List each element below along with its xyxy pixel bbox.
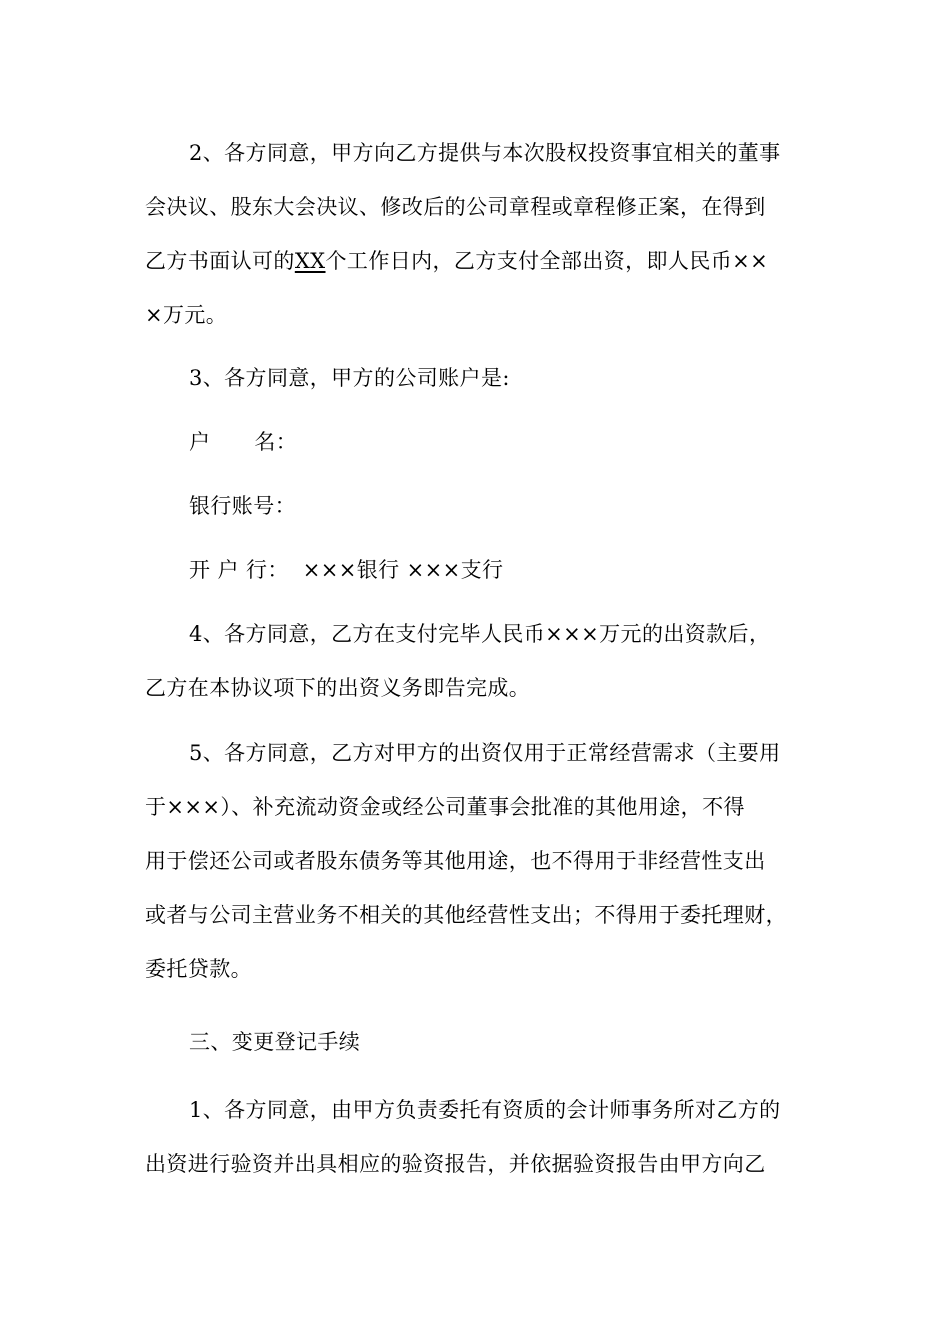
- clause-5-line-5: 委托贷款。: [145, 957, 252, 981]
- clause-2-line-3: [145, 244, 810, 278]
- account-name-label-a: 户: [189, 430, 211, 454]
- section-3-clause-1-line-2: 出资进行验资并出具相应的验资报告，并依据验资报告由甲方向乙: [145, 1152, 766, 1176]
- clause-2-line-2: 会决议、股东大会决议、修改后的公司章程或章程修正案，在得到: [145, 195, 766, 219]
- clause-2-line-1: 2、各方同意，甲方向乙方提供与本次股权投资事宜相关的董事: [189, 141, 781, 165]
- bank-branch-value: ×××银行 ×××支行: [302, 558, 504, 582]
- bank-branch-row: [189, 553, 854, 587]
- clause-4-line-1: 4、各方同意，乙方在支付完毕人民币×××万元的出资款后，: [189, 622, 771, 646]
- section-3-heading: 三、变更登记手续: [189, 1030, 361, 1054]
- account-name-row: [189, 425, 854, 459]
- account-name-label-b: 名：: [254, 430, 298, 454]
- clause-5-line-2: 于×××）、补充流动资金或经公司董事会批准的其他用途，不得: [145, 795, 745, 819]
- clause-2-line-4: ×万元。: [145, 303, 228, 327]
- clause-2-line-3-end: 个工作日内，乙方支付全部出资，即人民币××: [325, 249, 769, 273]
- clause-4-line-2: 乙方在本协议项下的出资义务即告完成。: [145, 676, 531, 700]
- clause-5-line-3: 用于偿还公司或者股东债务等其他用途，也不得用于非经营性支出: [145, 849, 766, 873]
- clause-5-line-1: 5、各方同意，乙方对甲方的出资仅用于正常经营需求（主要用: [189, 741, 781, 765]
- bank-branch-label: 开 户 行：: [189, 558, 289, 582]
- working-days-placeholder: XX: [294, 249, 326, 273]
- clause-2-line-3-start: 乙方书面认可的: [145, 249, 295, 273]
- bank-account-row: 银行账号：: [189, 494, 296, 518]
- section-3-clause-1-line-1: 1、各方同意，由甲方负责委托有资质的会计师事务所对乙方的: [189, 1098, 781, 1122]
- clause-5-line-4: 或者与公司主营业务不相关的其他经营性支出；不得用于委托理财，: [145, 903, 787, 927]
- clause-3-line-1: 3、各方同意，甲方的公司账户是:: [189, 366, 510, 390]
